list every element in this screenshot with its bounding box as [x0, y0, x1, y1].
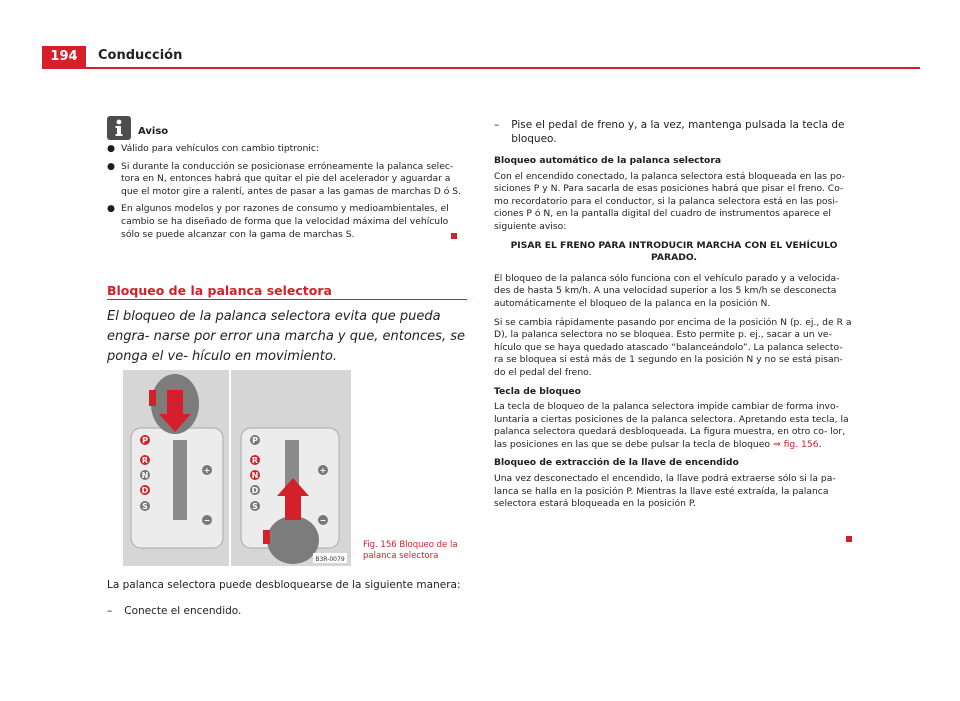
- end-mark-icon: [451, 233, 457, 239]
- gear-minus-left: −: [203, 516, 211, 525]
- page-number: 194: [42, 46, 86, 67]
- gear-p-right: P: [252, 436, 258, 445]
- list-item: ● Si durante la conducción se posicionase erróneamente la palanca selec- tora en N, entonces habrá que quitar el pie del acelerador y aguardar a que el motor gire a ralentí, antes de pasar a las gamas de marchas D ó S.: [107, 160, 462, 197]
- gear-p-left: P: [142, 436, 148, 445]
- gear-selector-figure: [123, 370, 351, 566]
- gear-s-left: S: [142, 502, 148, 511]
- end-mark-icon: [846, 536, 852, 542]
- paragraph: Si se cambia rápidamente pasando por encima de la posición N (p. ej., de R a D), la palanca selectora no se bloquea. Esto permite p. ej., sacar a un ve- hículo que se haya quedado atascado “balanceándolo”. La palanca selecto- ra se bloquea si está más de 1 segundo en la posición N y no se está pisan- do el pedal del freno.: [494, 316, 852, 378]
- subheading: Bloqueo automático de la palanca selectora: [494, 155, 722, 166]
- unlock-intro: La palanca selectora puede desbloquearse de la siguiente manera:: [107, 579, 461, 591]
- gear-d-left: D: [141, 486, 149, 495]
- gear-plus-left: +: [203, 466, 211, 475]
- gear-minus-right: −: [319, 516, 327, 525]
- subheading: Bloqueo de extracción de la llave de encendido: [494, 457, 739, 469]
- aviso-body: [107, 143, 467, 246]
- paragraph: La tecla de bloqueo de la palanca selectora impide cambiar de forma invo- luntaria a ciertas posiciones de la palanca selectora. Apretando esta tecla, la palanca selectora quedará desbloqueada. La figura muestra, en otro co- lor, las posiciones en las que se debe pulsar la tecla de bloqueo ⇒ fig. 156.: [494, 401, 849, 450]
- list-item: ● En algunos modelos y por razones de consumo y medioambientales, el cambio se ha diseñado de forma que la velocidad máxima del vehículo sólo se puede alcanzar con la gama de marchas S.: [107, 203, 449, 240]
- gear-n-left: N: [141, 471, 149, 480]
- right-column: [494, 118, 854, 517]
- gear-plus-right: +: [319, 466, 327, 475]
- section-intro: El bloqueo de la palanca selectora evita que pueda engra- narse por error una marcha y que, entonces, se ponga el ve- hículo en movimiento.: [107, 309, 465, 364]
- chapter-title: Conducción: [98, 48, 183, 63]
- gear-n-right: N: [251, 471, 259, 480]
- list-item: ● Válido para vehículos con cambio tiptronic:: [107, 143, 320, 154]
- gear-r-left: R: [141, 456, 149, 465]
- figure-caption: Fig. 156 Bloqueo de la palanca selectora: [363, 540, 458, 561]
- section-rule: [107, 299, 467, 300]
- gear-r-right: R: [251, 456, 259, 465]
- section-title: Bloqueo de la palanca selectora: [107, 283, 332, 298]
- figure-code: B3R-0079: [315, 556, 345, 563]
- display-message: PISAR EL FRENO PARA INTRODUCIR MARCHA CON EL VEHÍCULO PARADO.: [510, 239, 838, 264]
- step-item: – Pise el pedal de freno y, a la vez, mantenga pulsada la tecla de bloqueo.: [494, 119, 845, 145]
- subheading: Tecla de bloqueo: [494, 385, 581, 397]
- paragraph: El bloqueo de la palanca sólo funciona con el vehículo parado y a velocida- des de hasta 5 km/h. A una velocidad superior a los 5 km/h se desconecta automáticamente el bloqueo de la palanca en la posición N.: [494, 272, 840, 309]
- paragraph: Con el encendido conectado, la palanca selectora está bloqueada en las po- siciones P y N. Para sacarla de esas posiciones habrá que pisar el freno. Co- mo recordatorio para el conductor, si la palanca selectora está en las posi- ciones P ó N, en la pantalla digital del cuadro de instrumentos aparece el siguiente aviso:: [494, 170, 845, 232]
- figure-link[interactable]: ⇒ fig. 156: [772, 438, 819, 450]
- aviso-label: Aviso: [138, 126, 169, 137]
- paragraph: Una vez desconectado el encendido, la llave podrá extraerse sólo si la pa- lanca se halla en la posición P. Mientras la llave esté extraída, la palanca selectora estará bloqueada en la posición P.: [494, 473, 836, 510]
- info-icon: [107, 116, 131, 140]
- header-rule: [42, 67, 920, 69]
- gear-d-right: D: [251, 486, 259, 495]
- gear-s-right: S: [252, 502, 258, 511]
- step-item: – Conecte el encendido.: [107, 605, 242, 617]
